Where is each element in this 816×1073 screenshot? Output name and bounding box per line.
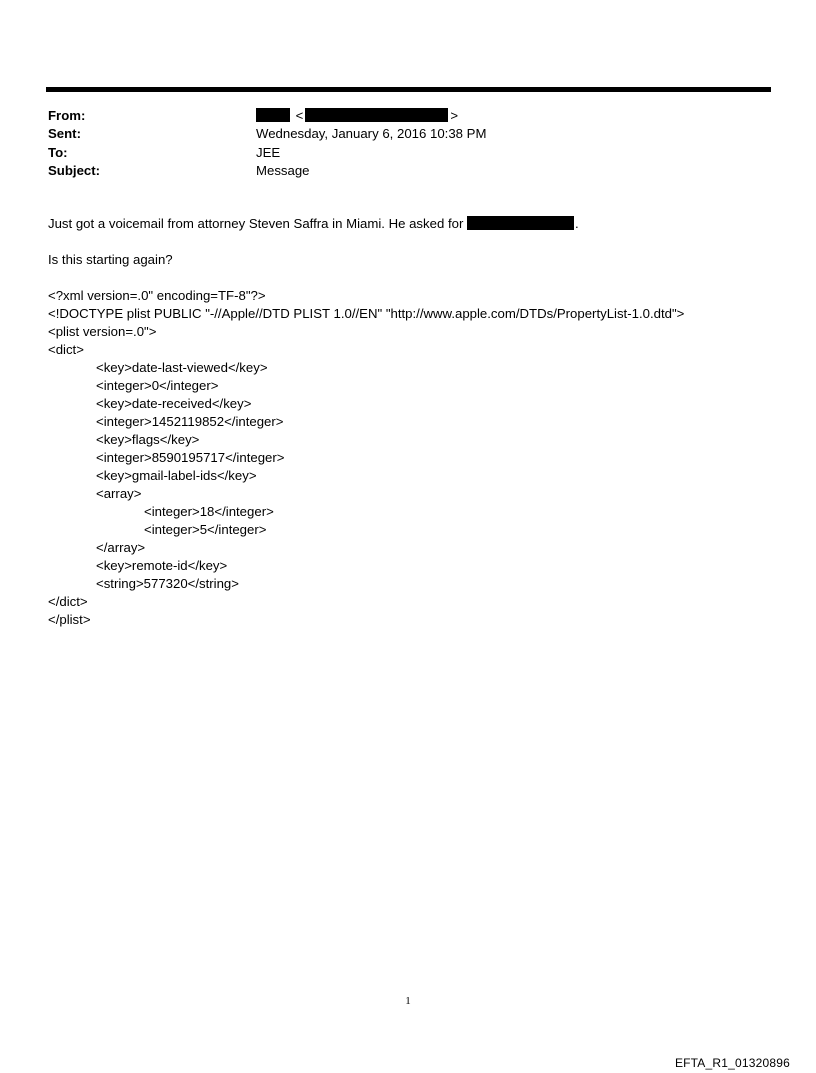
redacted-body-text [467,216,574,230]
plist-line: <key>date-last-viewed</key> [96,360,268,375]
email-header [48,107,748,180]
sent-value: Wednesday, January 6, 2016 10:38 PM [256,126,487,142]
sent-row [48,125,748,143]
page-number: 1 [405,995,411,1007]
body-line1-text: Just got a voicemail from attorney Steven Saffra in Miami. He asked for [48,216,464,231]
from-value [256,107,460,125]
plist-line: <integer>5</integer> [144,522,267,537]
plist-block [48,287,768,629]
email-body [48,215,768,629]
header-rule [46,87,771,92]
to-label: To: [48,144,68,160]
body-paragraph-1 [48,215,768,233]
from-close-bracket: > [450,108,459,123]
from-label: From: [48,108,86,123]
plist-line: </plist> [48,612,91,627]
body-line1-period: . [575,216,579,231]
plist-line: <key>remote-id</key> [96,558,228,573]
plist-line: <key>gmail-label-ids</key> [96,468,257,483]
plist-line: <integer>0</integer> [96,378,219,393]
from-open-bracket: < [295,108,304,123]
plist-line: <plist version=.0"> [48,324,157,339]
plist-line: <integer>18</integer> [144,504,274,519]
plist-line: <key>date-received</key> [96,396,252,411]
subject-value: Message [256,162,310,178]
plist-line: <integer>1452119852</integer> [96,414,284,429]
plist-line: <!DOCTYPE plist PUBLIC "-//Apple//DTD PLIST 1.0//EN" "http://www.apple.com/DTDs/PropertyList-1.0.dtd"> [48,306,685,321]
plist-line: </array> [96,540,146,555]
to-row [48,144,748,162]
plist-line: <?xml version=.0" encoding=TF-8"?> [48,288,266,303]
sent-label: Sent: [48,126,81,142]
plist-line: <string>577320</string> [96,576,239,591]
document-id: EFTA_R1_01320896 [674,1056,790,1070]
redacted-sender-name [256,108,290,122]
plist-line: <key>flags</key> [96,432,200,447]
body-paragraph-2: Is this starting again? [48,252,173,267]
redacted-sender-email [305,108,448,122]
plist-line: <array> [96,486,142,501]
subject-row [48,162,748,180]
plist-line: <dict> [48,342,84,357]
plist-line: <integer>8590195717</integer> [96,450,285,465]
subject-label: Subject: [48,162,101,178]
from-row [48,107,748,125]
plist-line: </dict> [48,594,88,609]
to-value: JEE [256,144,281,160]
